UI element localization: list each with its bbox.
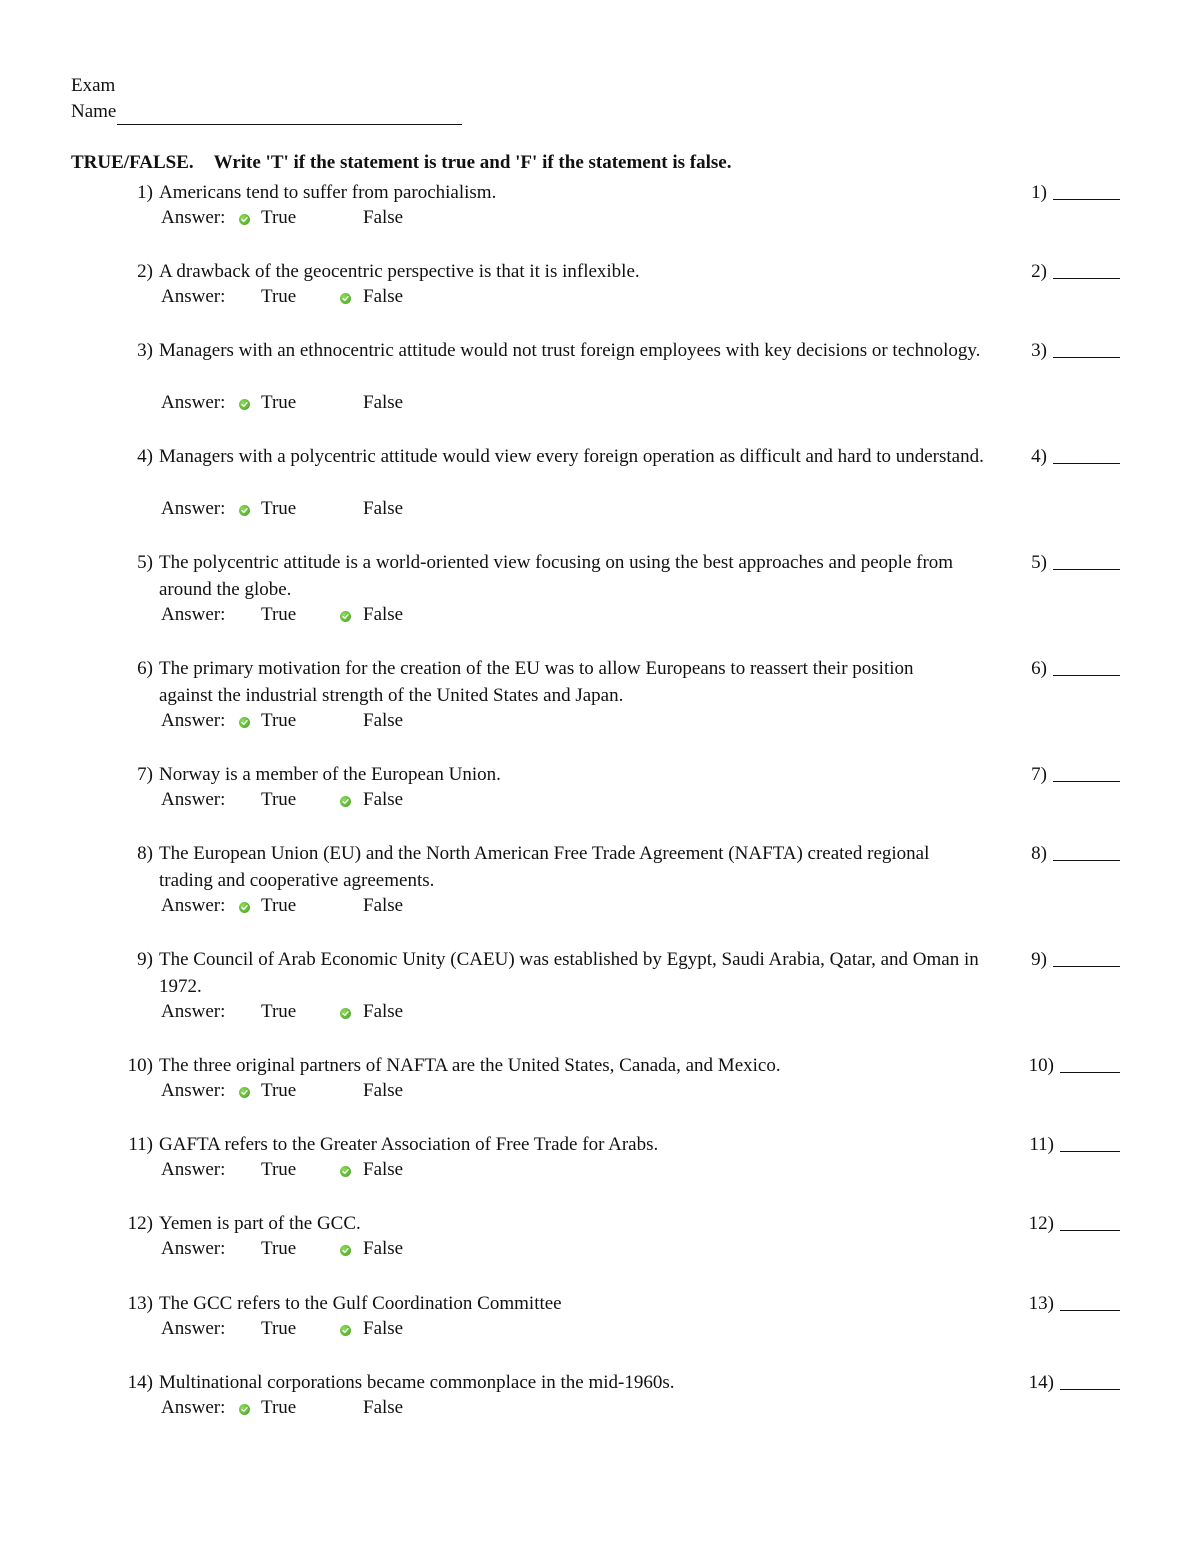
checkmark-icon bbox=[239, 505, 250, 516]
exam-label: Exam bbox=[71, 75, 116, 96]
answer-label: Answer: bbox=[161, 895, 226, 916]
answer-blank-number: 7) bbox=[1031, 764, 1047, 785]
question-text: GAFTA refers to the Greater Association of Free Trade for Arabs. bbox=[159, 1134, 659, 1155]
answer-label: Answer: bbox=[161, 789, 226, 810]
question-text: The three original partners of NAFTA are the United States, Canada, and Mexico. bbox=[159, 1055, 781, 1076]
answer-blank-area bbox=[990, 1369, 1120, 1396]
answer-label: Answer: bbox=[161, 392, 226, 413]
question-number: 13) bbox=[127, 1293, 153, 1314]
answer-blank-area bbox=[990, 549, 1120, 576]
answer-label: Answer: bbox=[161, 286, 226, 307]
answer-label: Answer: bbox=[161, 604, 226, 625]
answer-blank-line[interactable] bbox=[1060, 1292, 1120, 1311]
question-number: 7) bbox=[137, 764, 153, 785]
answer-blank-number: 2) bbox=[1031, 261, 1047, 282]
answer-label: Answer: bbox=[161, 710, 226, 731]
option-true[interactable]: True bbox=[261, 1238, 297, 1259]
answer-blank-line[interactable] bbox=[1053, 551, 1120, 570]
question-number: 2) bbox=[137, 261, 153, 282]
option-true[interactable]: True bbox=[261, 789, 297, 810]
checkmark-icon bbox=[239, 1087, 250, 1098]
checkmark-icon bbox=[239, 214, 250, 225]
option-false[interactable]: False bbox=[363, 1318, 404, 1339]
answer-blank-area bbox=[990, 946, 1120, 973]
option-true[interactable]: True bbox=[261, 1159, 297, 1180]
name-blank-line[interactable] bbox=[117, 104, 462, 125]
answer-label: Answer: bbox=[161, 498, 226, 519]
option-false[interactable]: False bbox=[363, 392, 404, 413]
section-title: TRUE/FALSE. bbox=[71, 152, 194, 173]
answer-blank-area bbox=[990, 258, 1120, 285]
checkmark-icon bbox=[340, 1008, 351, 1019]
question-number: 11) bbox=[128, 1134, 153, 1155]
answer-blank-line[interactable] bbox=[1053, 181, 1120, 200]
checkmark-icon bbox=[340, 1325, 351, 1336]
answer-label: Answer: bbox=[161, 1080, 226, 1101]
answer-blank-line[interactable] bbox=[1060, 1133, 1120, 1152]
option-true[interactable]: True bbox=[261, 286, 297, 307]
answer-row bbox=[161, 1157, 561, 1183]
checkmark-icon bbox=[340, 293, 351, 304]
answer-blank-number: 8) bbox=[1031, 843, 1047, 864]
question-text: Americans tend to suffer from parochialism. bbox=[159, 182, 497, 203]
option-false[interactable]: False bbox=[363, 1397, 404, 1418]
option-true[interactable]: True bbox=[261, 1397, 297, 1418]
option-false[interactable]: False bbox=[363, 207, 404, 228]
answer-row bbox=[161, 1078, 561, 1104]
answer-label: Answer: bbox=[161, 1159, 226, 1180]
answer-blank-number: 5) bbox=[1031, 552, 1047, 573]
answer-blank-area bbox=[990, 1290, 1120, 1317]
answer-blank-number: 1) bbox=[1031, 182, 1047, 203]
question-text: The GCC refers to the Gulf Coordination Committee bbox=[159, 1293, 562, 1314]
answer-blank-number: 14) bbox=[1028, 1372, 1054, 1393]
option-false[interactable]: False bbox=[363, 1080, 404, 1101]
answer-blank-line[interactable] bbox=[1053, 948, 1120, 967]
question-number: 10) bbox=[127, 1055, 153, 1076]
answer-row bbox=[161, 893, 561, 919]
answer-blank-area bbox=[990, 443, 1120, 470]
answer-blank-area bbox=[990, 1052, 1120, 1079]
answer-row bbox=[161, 1395, 561, 1421]
answer-blank-line[interactable] bbox=[1060, 1054, 1120, 1073]
question-text: Managers with an ethnocentric attitude would not trust foreign employees with key decisions or technology. bbox=[159, 340, 981, 361]
option-true[interactable]: True bbox=[261, 498, 297, 519]
answer-blank-line[interactable] bbox=[1060, 1212, 1120, 1231]
question-number: 14) bbox=[127, 1372, 153, 1393]
question-number: 9) bbox=[137, 949, 153, 970]
question-text: The Council of Arab Economic Unity (CAEU) was established by Egypt, Saudi Arabia, Qatar, and Oman in 1972. bbox=[159, 949, 979, 997]
answer-blank-number: 13) bbox=[1028, 1293, 1054, 1314]
checkmark-icon bbox=[239, 399, 250, 410]
checkmark-icon bbox=[340, 1166, 351, 1177]
answer-blank-number: 12) bbox=[1028, 1213, 1054, 1234]
answer-label: Answer: bbox=[161, 207, 226, 228]
answer-blank-line[interactable] bbox=[1053, 339, 1120, 358]
answer-blank-line[interactable] bbox=[1053, 445, 1120, 464]
option-false[interactable]: False bbox=[363, 1238, 404, 1259]
option-true[interactable]: True bbox=[261, 1080, 297, 1101]
option-false[interactable]: False bbox=[363, 789, 404, 810]
option-false[interactable]: False bbox=[363, 286, 404, 307]
answer-blank-number: 11) bbox=[1029, 1134, 1054, 1155]
option-true[interactable]: True bbox=[261, 895, 297, 916]
section-instructions bbox=[71, 152, 732, 174]
answer-blank-number: 4) bbox=[1031, 446, 1047, 467]
question-text: Norway is a member of the European Union. bbox=[159, 764, 501, 785]
question-text: The polycentric attitude is a world-oriented view focusing on using the best approaches and people from around the globe. bbox=[159, 552, 954, 600]
answer-blank-number: 3) bbox=[1031, 340, 1047, 361]
option-true[interactable]: True bbox=[261, 1001, 297, 1022]
name-row bbox=[71, 99, 462, 125]
answer-row bbox=[161, 1316, 561, 1342]
instructions-text: Write 'T' if the statement is true and 'F' if the statement is false. bbox=[213, 152, 732, 173]
answer-blank-area bbox=[990, 1131, 1120, 1158]
option-false[interactable]: False bbox=[363, 1159, 404, 1180]
question-text: Managers with a polycentric attitude would view every foreign operation as difficult and hard to understand. bbox=[159, 446, 984, 467]
checkmark-icon bbox=[239, 717, 250, 728]
option-false[interactable]: False bbox=[363, 604, 404, 625]
option-false[interactable]: False bbox=[363, 1001, 404, 1022]
answer-blank-line[interactable] bbox=[1053, 763, 1120, 782]
option-false[interactable]: False bbox=[363, 895, 404, 916]
answer-row bbox=[161, 602, 561, 628]
answer-blank-area bbox=[990, 1210, 1120, 1237]
answer-label: Answer: bbox=[161, 1397, 226, 1418]
checkmark-icon bbox=[340, 611, 351, 622]
answer-row bbox=[161, 708, 561, 734]
question-text: Yemen is part of the GCC. bbox=[159, 1213, 361, 1234]
answer-label: Answer: bbox=[161, 1318, 226, 1339]
option-false[interactable]: False bbox=[363, 498, 404, 519]
question-number: 8) bbox=[137, 843, 153, 864]
option-true[interactable]: True bbox=[261, 710, 297, 731]
question-number: 1) bbox=[137, 182, 153, 203]
answer-blank-area bbox=[990, 655, 1120, 682]
option-true[interactable]: True bbox=[261, 1318, 297, 1339]
option-true[interactable]: True bbox=[261, 207, 297, 228]
answer-label: Answer: bbox=[161, 1238, 226, 1259]
answer-row bbox=[161, 999, 561, 1025]
option-true[interactable]: True bbox=[261, 392, 297, 413]
checkmark-icon bbox=[239, 1404, 250, 1415]
answer-blank-line[interactable] bbox=[1060, 1371, 1120, 1390]
question-text: Multinational corporations became commonplace in the mid-1960s. bbox=[159, 1372, 675, 1393]
question-text: The European Union (EU) and the North American Free Trade Agreement (NAFTA) created regional trading and cooperative agreements. bbox=[159, 843, 930, 891]
name-label: Name bbox=[71, 101, 117, 122]
question-text: A drawback of the geocentric perspective is that it is inflexible. bbox=[159, 261, 640, 282]
answer-row bbox=[161, 1236, 561, 1262]
answer-label: Answer: bbox=[161, 1001, 226, 1022]
answer-blank-area bbox=[990, 179, 1120, 206]
answer-blank-line[interactable] bbox=[1053, 842, 1120, 861]
answer-row bbox=[161, 390, 561, 416]
question-number: 6) bbox=[137, 658, 153, 679]
checkmark-icon bbox=[239, 902, 250, 913]
question-number: 3) bbox=[137, 340, 153, 361]
answer-blank-number: 9) bbox=[1031, 949, 1047, 970]
answer-blank-number: 10) bbox=[1028, 1055, 1054, 1076]
answer-blank-area bbox=[990, 761, 1120, 788]
checkmark-icon bbox=[340, 796, 351, 807]
answer-row bbox=[161, 205, 561, 231]
answer-blank-line[interactable] bbox=[1053, 260, 1120, 279]
answer-blank-line[interactable] bbox=[1053, 657, 1120, 676]
answer-row bbox=[161, 787, 561, 813]
question-number: 4) bbox=[137, 446, 153, 467]
question-text: The primary motivation for the creation of the EU was to allow Europeans to reassert their position against the industrial strength of the United States and Japan. bbox=[159, 658, 914, 706]
answer-blank-area bbox=[990, 337, 1120, 364]
answer-blank-area bbox=[990, 840, 1120, 867]
question-number: 5) bbox=[137, 552, 153, 573]
option-false[interactable]: False bbox=[363, 710, 404, 731]
answer-row bbox=[161, 284, 561, 310]
option-true[interactable]: True bbox=[261, 604, 297, 625]
answer-blank-number: 6) bbox=[1031, 658, 1047, 679]
answer-row bbox=[161, 496, 561, 522]
checkmark-icon bbox=[340, 1245, 351, 1256]
question-number: 12) bbox=[127, 1213, 153, 1234]
exam-header bbox=[71, 73, 462, 125]
